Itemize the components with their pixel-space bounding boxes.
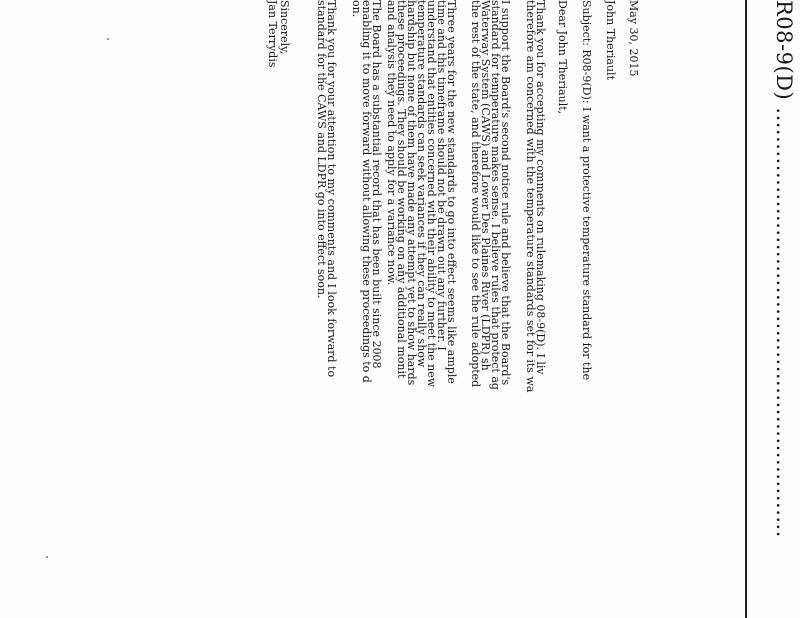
letter-line: hardship but none of them have made any attempt yet to show hards bbox=[405, 0, 418, 386]
header-rule bbox=[745, 0, 747, 618]
dotted-leader: ............................................................ bbox=[772, 100, 796, 538]
letter-salutation: Dear John Theriault, bbox=[556, 0, 569, 115]
letter-line: Thank you for your attention to my comments and I look forward to bbox=[325, 0, 338, 378]
letter-line: on. bbox=[350, 0, 363, 18]
letter-line: temperature standards can seek variances if they can really show bbox=[415, 0, 428, 368]
letter-line: and analysis they need to apply for a variance now. bbox=[385, 0, 398, 286]
letter-line: The Board has a substantial record that has been built since 2008 bbox=[370, 0, 383, 369]
letter-closing: Sincerely, bbox=[278, 0, 291, 55]
scan-speck bbox=[46, 556, 48, 558]
letter-line: Three years for the new standards to go into effect seems like ample bbox=[445, 0, 458, 384]
letter-line: standard for the CAWS and LDPR go into effect soon. bbox=[315, 0, 328, 299]
letter-paragraph bbox=[316, 0, 336, 377]
letter-line: standard for temperature makes sense. I believe rules that protect ag bbox=[489, 0, 502, 390]
letter-line: therefore am concerned with the temperature standards set for its wa bbox=[524, 0, 537, 393]
letter-paragraph bbox=[351, 0, 381, 383]
letter-line: these proceedings. They should be working on any additional monit bbox=[395, 0, 408, 379]
letter-line: Thank you for accepting my comments on rulemaking 08-9(D). I liv bbox=[534, 0, 547, 375]
letter-paragraph bbox=[386, 0, 456, 387]
scan-speck bbox=[107, 38, 109, 40]
letter-subject: Subject: R08-9(D): I want a protective temperature standard for the bbox=[580, 0, 593, 381]
letter-line: Waterway System (CAWS) and Lower Des Plaines River (LDPR) sh bbox=[479, 0, 492, 371]
letter-paragraph bbox=[470, 0, 510, 390]
letter-date: May 30, 2015 bbox=[627, 0, 640, 77]
letter-line: understand that entities concerned with their ability to meet the new bbox=[425, 0, 438, 388]
letter-line: time and this timeframe should not be drawn out any further. I bbox=[435, 0, 448, 351]
letter-paragraph bbox=[525, 0, 545, 392]
letter-sender: John Theriault bbox=[604, 0, 617, 80]
letter-line: the rest of the state, and therefore would like to see the rule adopted bbox=[469, 0, 482, 388]
letter-line: enabling it to move forward without allowing these proceedings to d bbox=[360, 0, 373, 383]
letter-line: I support the Board's second notice rule and believe that the Board's bbox=[499, 0, 512, 386]
letter-signature: Jan Terrydis bbox=[266, 0, 279, 68]
letter-title: R08-9(D) ............................................................ bbox=[772, 0, 796, 538]
